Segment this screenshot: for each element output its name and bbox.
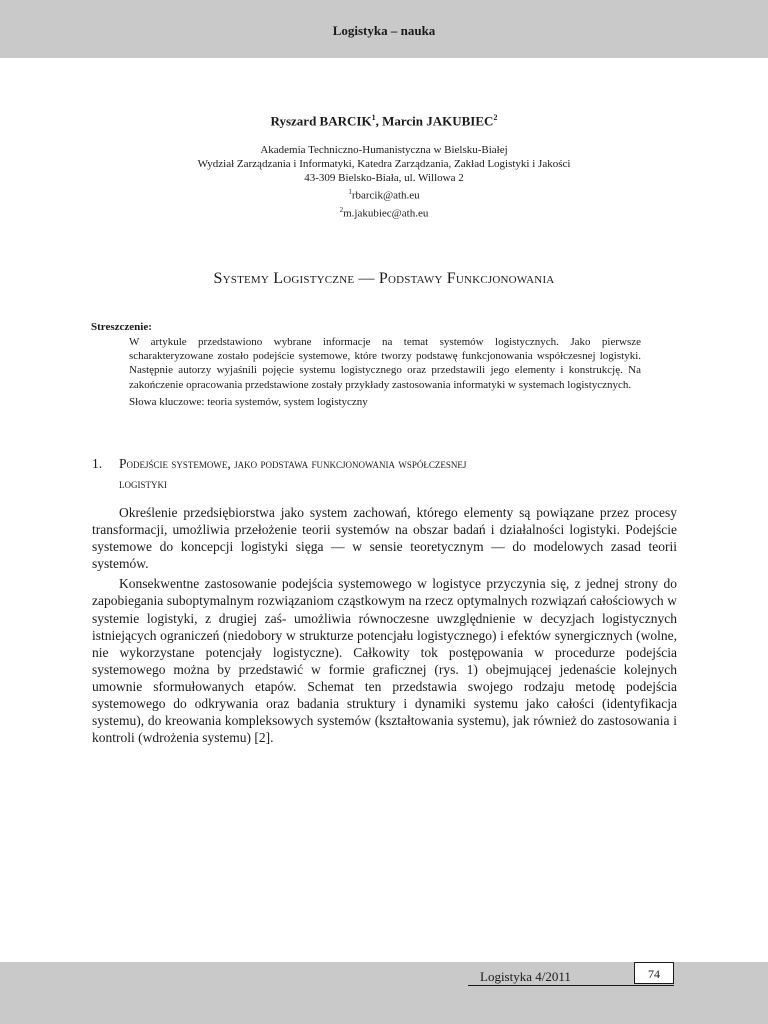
author-2: Marcin JAKUBIEC [382,113,494,129]
section-1-title-line-1: Podejście systemowe, jako podstawa funkcjonowania współczesnej [119,456,467,471]
author-2-mark: 2 [493,113,498,122]
abstract-body [129,335,641,409]
footer-rule [468,985,674,986]
keywords: Słowa kluczowe: teoria systemów, system logistyczny [129,395,368,408]
section-1-title-line-2: logistyki [119,476,167,491]
section-1-heading [92,454,692,494]
journal-section-header: Logistyka – nauka [332,23,436,38]
abstract-heading: Streszczenie: [91,321,152,333]
author-1: Ryszard BARCIK [270,113,372,129]
email-1-mark: 1 [348,188,352,196]
page-number: 74 [634,962,674,984]
affiliation-line-1: Akademia Techniczno-Humanistyczna w Bielsku-Białej [260,144,508,156]
paragraph-1: Określenie przedsiębiorstwa jako system zachowań, którego elementy są powiązane przez procesy transformacji, umożliwia przełożenie teorii systemów na obszar badań i działalności logistyki. Podejście systemowe do koncepcji logistyki sięga — w sensie teoretycznym — do modelowych zasad teorii systemów. [92,505,677,572]
email-1 [0,185,768,203]
authors-line [0,113,768,129]
email-2 [0,203,768,221]
author-separator: , [375,113,383,129]
affiliation-block [0,143,768,220]
paragraph-2: Konsekwentne zastosowanie podejścia systemowego w logistyce przyczynia się, z jednej strony do zapobiegania suboptymalnym rozwiązaniom cząstkowym na rzecz optymalnych rozwiązań całościowych w systemie logistyki, z drugiej zaś- umożliwia równoczesne uwzględnienie w decyzjach logistycznych istniejących ograniczeń (niedobory w strukturze potencjału logistycznego) i efektów synergicznych (wolne, nie wykorzystane potencjały logistyczne). Całkowity tok postępowania w procedurze podejścia systemowego można by przedstawić w formie graficznej (rys. 1) obejmującej jedenaście kolejnych umownie sformułowanych etapów. Schemat ten przedstawia swojego rodzaju metodę podejścia systemowego do odkrywania oraz badania struktury i dynamiki systemu jako całości (identyfikacja systemu), do kreowania kompleksowych systemów (kształtowania systemu), jak również do zastosowania i kontroli (wdrożenia systemu) [2]. [92,576,677,746]
affiliation-line-2: Wydział Zarządzania i Informatyki, Katedra Zarządzania, Zakład Logistyki i Jakości [197,158,571,170]
email-2-text: m.jakubiec@ath.eu [343,207,429,220]
section-1-number: 1. [92,456,103,471]
section-1-body [92,504,677,749]
affiliation-line-3: 43-309 Bielsko-Biała, ul. Willowa 2 [304,172,464,184]
footer-issue: Logistyka 4/2011 [480,969,571,984]
email-2-mark: 2 [339,205,344,214]
email-1-text: rbarcik@ath.eu [351,189,420,202]
paper-title: Systemy Logistyczne — Podstawy Funkcjonowania [213,270,555,287]
author-1-mark: 1 [371,113,376,122]
abstract-text: W artykule przedstawiono wybrane informacje na temat systemów logistycznych. Jako pierwsze scharakteryzowane zostało podejście systemowe, które tworzy podstawę funkcjonowania współczesnej logistyki. Następnie autorzy wyjaśnili pojęcie systemu logistycznego oraz przedstawili jego elementy i konstrukcję. Na zakończenie opracowania przedstawione zostały przykłady zastosowania informatyki w systemach logistycznych. [129,336,641,391]
